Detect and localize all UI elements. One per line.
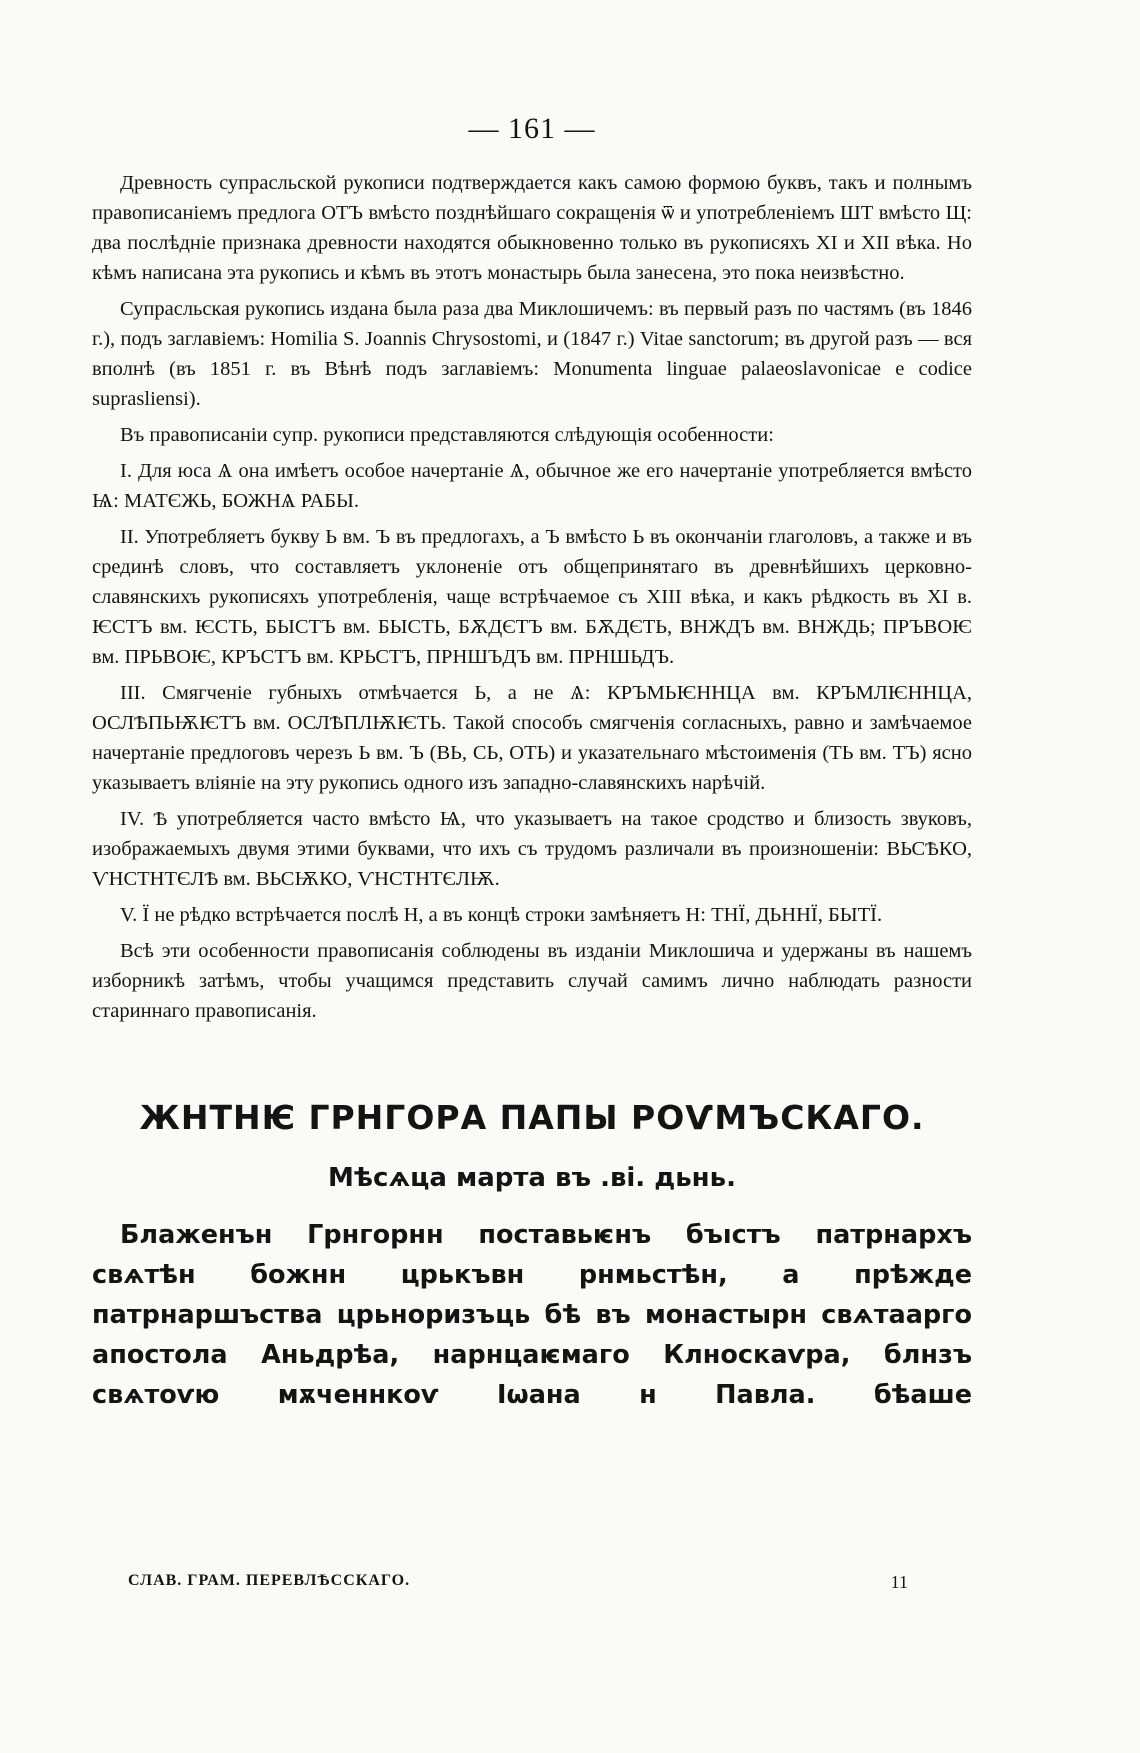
section-heading: ЖНТНѤ ГРНГОРА ПАПЫ РОѴМЪСКАГО. <box>139 1098 925 1137</box>
paragraph-8: V. Ї не рѣдко встрѣчается послѣ Н, а въ концѣ строки замѣняетъ Н: ТНЇ, ДЬННЇ, БЫТЇ. <box>120 904 883 926</box>
slavonic-text: Блаженън Грнгорнн поставьѥнъ бъıстъ патрнархъ свѧтѣн божнн црькъвн рнмьстѣн, а прѣжде патрнаршъства црьноризъць бѣ въ монастырн свѧтаарго апостола Аньдрѣа, нарнцаѥмаго Клноскаѵра, блнзъ свѧтоѵю мѫченнкоѵ Іѡана н Павла. бѣаше <box>92 1220 972 1410</box>
paragraph-2: Супрасльская рукопись издана была раза два Миклошичемъ: въ первый разъ по частямъ (въ 1846 г.), подъ заглавіемъ: Homilia S. Joannis Chrysostomi, и (1847 г.) Vitae sanctorum; въ другой разъ — вся вполнѣ (въ 1851 г. въ Вѣнѣ подъ заглавіемъ: Monumenta linguae palaeoslavonicae e codice suprasliensi). <box>92 298 972 410</box>
document-page <box>92 112 972 1415</box>
footer-signature: СЛАВ. ГРАМ. ПЕРЕВЛѢССКАГО. <box>128 1572 411 1589</box>
paragraph-5: II. Употребляетъ букву Ь вм. Ъ въ предлогахъ, а Ъ вмѣсто Ь въ окончаніи глаголовъ, а также и въ срединѣ словъ, что составляетъ уклоненіе отъ общепринятаго въ древнѣйшихъ церковно-славянскихъ рукописяхъ употребленія, чаще встрѣчаемое съ XIII вѣка, и какъ рѣдкость въ XI в. ѤСТЪ вм. ѤСТЬ, БЫСТЪ вм. БЫСТЬ, БѪДЄТЪ вм. БѪДЄТЬ, ВНЖДЪ вм. ВНЖДЬ; ПРЪВОѤ вм. ПРЬВОѤ, КРЪСТЪ вм. КРЬСТЪ, ПРНШЪДЪ вм. ПРНШЬДЪ. <box>92 526 972 668</box>
section-subheading: Мѣсѧца марта въ .ві. дьнь. <box>328 1163 736 1193</box>
paragraph-6: III. Смягченіе губныхъ отмѣчается Ь, а не Ѧ: КРЪМЬѤННЦА вм. КРЪМЛѤННЦА, ОСЛѢПЬѬѤТЪ вм. ОСЛѢПЛѬѤТЬ. Такой способъ смягченія согласныхъ, равно и замѣчаемое начертаніе предлоговъ черезъ Ь вм. Ъ (ВЬ, СЬ, ОТЬ) и указательнаго мѣстоименія (ТЬ вм. ТЪ) ясно указываетъ вліяніе на эту рукопись одного изъ западно-славянскихъ нарѣчій. <box>92 682 972 794</box>
paragraph-9: Всѣ эти особенности правописанія соблюдены въ изданіи Миклошича и удержаны въ нашемъ изборникѣ затѣмъ, чтобы учащимся представить случай самимъ лично наблюдать разности стариннаго правописанія. <box>92 940 972 1022</box>
footer-sheet-number: 11 <box>890 1572 908 1592</box>
paragraph-4: I. Для юса Ѧ она имѣетъ особое начертаніе Ѧ, обычное же его начертаніе употребляется вмѣсто Ѩ: МАТЄЖЬ, БОЖНѦ РАБЫ. <box>92 460 972 512</box>
paragraph-7: IV. Ѣ употребляется часто вмѣсто Ѩ, что указываетъ на такое сродство и близость звуковъ, изображаемыхъ двумя этими буквами, что ихъ съ трудомъ различали въ произношеніи: ВЬСѢКО, ѴНСТНТЄЛѢ вм. ВЬСѬКО, ѴНСТНТЄЛѬ. <box>92 808 972 890</box>
paragraph-3: Въ правописаніи супр. рукописи представляются слѣдующія особенности: <box>120 424 774 446</box>
paragraph-1: Древность супрасльской рукописи подтверждается какъ самою формою буквъ, такъ и полнымъ правописаніемъ предлога ОТЪ вмѣсто позднѣйшаго сокращенія ѿ и употребленіемъ ШТ вмѣсто Щ: два послѣдніе признака древности находятся обыкновенно только въ рукописяхъ XI и XII вѣка. Но кѣмъ написана эта рукопись и кѣмъ въ этотъ монастырь была занесена, это пока неизвѣстно. <box>92 172 972 284</box>
page-number: — 161 — <box>468 112 596 145</box>
page-footer <box>128 1572 908 1590</box>
